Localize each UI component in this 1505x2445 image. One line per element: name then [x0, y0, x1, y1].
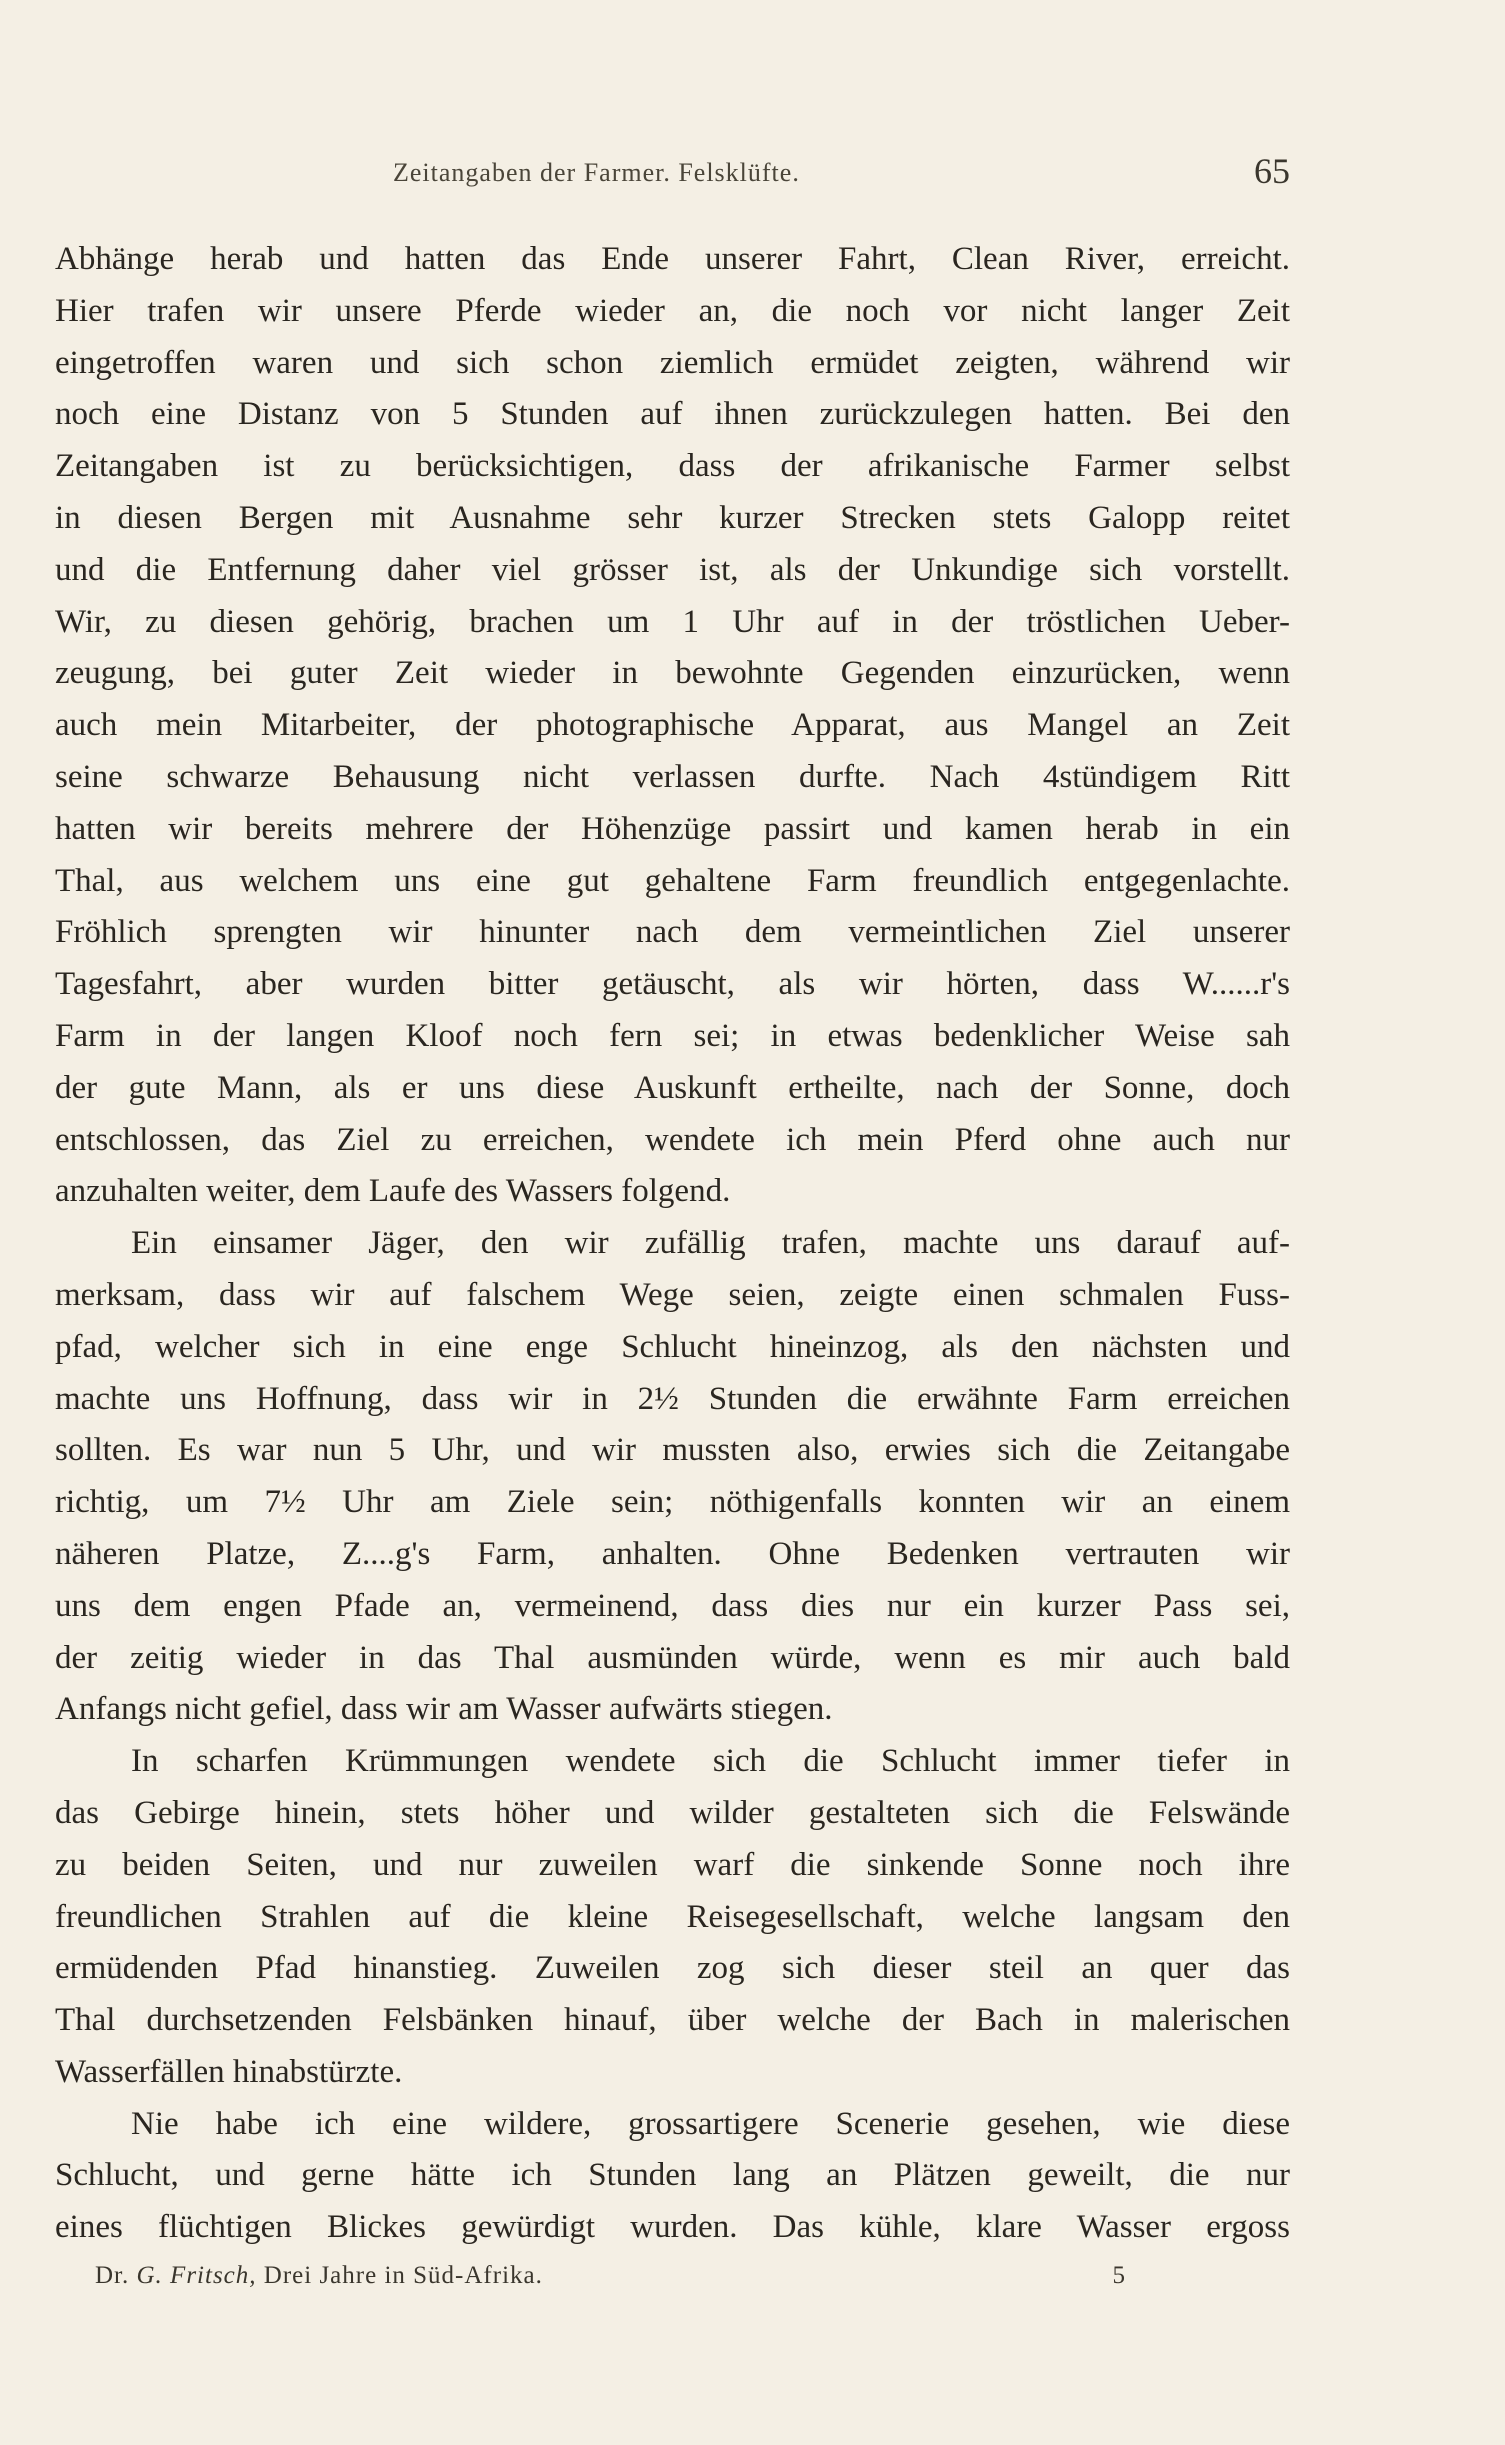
text-line: Anfangs nicht gefiel, dass wir am Wasser aufwärts stiegen. [55, 1691, 833, 1728]
body-text [55, 234, 1290, 2254]
text-line: richtig, um 7½ Uhr am Ziele sein; nöthigenfalls konnten wir an einem [55, 1484, 1290, 1521]
page-header [55, 150, 1290, 200]
text-line: Thal, aus welchem uns eine gut gehaltene Farm freundlich entgegenlachte. [55, 862, 1290, 899]
text-line: machte uns Hoffnung, dass wir in 2½ Stunden die erwähnte Farm erreichen [55, 1380, 1290, 1417]
footer-citation [95, 2262, 543, 2290]
text-line: näheren Platze, Z....g's Farm, anhalten. Ohne Bedenken vertrauten wir [55, 1535, 1290, 1572]
text-line: Schlucht, und gerne hätte ich Stunden lang an Plätzen geweilt, die nur [55, 2157, 1290, 2194]
text-line: und die Entfernung daher viel grösser ist, als der Unkundige sich vorstellt. [55, 551, 1290, 588]
text-line: Tagesfahrt, aber wurden bitter getäuscht, als wir hörten, dass W......r's [55, 966, 1290, 1003]
text-line: zu beiden Seiten, und nur zuweilen warf die sinkende Sonne noch ihre [55, 1846, 1290, 1883]
citation-author: G. Fritsch, [136, 2262, 257, 2289]
text-line: merksam, dass wir auf falschem Wege seien, zeigte einen schmalen Fuss- [55, 1276, 1290, 1313]
text-line: sollten. Es war nun 5 Uhr, und wir mussten also, erwies sich die Zeitangabe [55, 1432, 1290, 1469]
text-line: entschlossen, das Ziel zu erreichen, wendete ich mein Pferd ohne auch nur [55, 1121, 1290, 1158]
citation-title: Drei Jahre in Süd-Afrika. [256, 2262, 543, 2289]
text-line: pfad, welcher sich in eine enge Schlucht hineinzog, als den nächsten und [55, 1328, 1290, 1365]
text-line: Wir, zu diesen gehörig, brachen um 1 Uhr auf in der tröstlichen Ueber- [55, 603, 1290, 640]
text-line: anzuhalten weiter, dem Laufe des Wassers folgend. [55, 1173, 731, 1210]
text-line: eingetroffen waren und sich schon ziemlich ermüdet zeigten, während wir [55, 344, 1290, 381]
text-line: Abhänge herab und hatten das Ende unserer Fahrt, Clean River, erreicht. [55, 241, 1290, 277]
text-line: Ein einsamer Jäger, den wir zufällig trafen, machte uns darauf auf- [131, 1225, 1290, 1262]
text-line: ermüdenden Pfad hinanstieg. Zuweilen zog sich dieser steil an quer das [55, 1950, 1290, 1987]
text-line: Zeitangaben ist zu berücksichtigen, dass der afrikanische Farmer selbst [55, 448, 1290, 485]
text-line: der zeitig wieder in das Thal ausmünden würde, wenn es mir auch bald [55, 1639, 1290, 1676]
text-line: das Gebirge hinein, stets höher und wilder gestalteten sich die Felswände [55, 1794, 1290, 1831]
text-line: eines flüchtigen Blickes gewürdigt wurden. Das kühle, klare Wasser ergoss [55, 2209, 1290, 2246]
text-line: in diesen Bergen mit Ausnahme sehr kurzer Strecken stets Galopp reitet [55, 499, 1290, 536]
running-title: Zeitangaben der Farmer. Felsklüfte. [393, 158, 800, 187]
text-line: Wasserfällen hinabstürzte. [55, 2053, 403, 2090]
page-footer [95, 2262, 1125, 2302]
signature-mark: 5 [1112, 2262, 1125, 2289]
text-line: Hier trafen wir unsere Pferde wieder an, die noch vor nicht langer Zeit [55, 292, 1290, 329]
text-line: In scharfen Krümmungen wendete sich die Schlucht immer tiefer in [131, 1743, 1290, 1780]
citation-prefix: Dr. [95, 2262, 137, 2289]
text-line: uns dem engen Pfade an, vermeinend, dass dies nur ein kurzer Pass sei, [55, 1587, 1290, 1624]
text-line: auch mein Mitarbeiter, der photographische Apparat, aus Mangel an Zeit [55, 707, 1290, 744]
text-line: zeugung, bei guter Zeit wieder in bewohnte Gegenden einzurücken, wenn [55, 655, 1290, 692]
text-line: Fröhlich sprengten wir hinunter nach dem vermeintlichen Ziel unserer [55, 914, 1290, 951]
text-line: seine schwarze Behausung nicht verlassen durfte. Nach 4stündigem Ritt [55, 758, 1290, 795]
text-line: noch eine Distanz von 5 Stunden auf ihnen zurückzulegen hatten. Bei den [55, 396, 1290, 433]
text-line: Thal durchsetzenden Felsbänken hinauf, über welche der Bach in malerischen [55, 2002, 1290, 2039]
text-line: Farm in der langen Kloof noch fern sei; in etwas bedenklicher Weise sah [55, 1017, 1290, 1054]
page-number: 65 [1254, 151, 1290, 191]
text-line: der gute Mann, als er uns diese Auskunft ertheilte, nach der Sonne, doch [55, 1069, 1290, 1106]
text-line: freundlichen Strahlen auf die kleine Reisegesellschaft, welche langsam den [55, 1898, 1290, 1935]
text-line: hatten wir bereits mehrere der Höhenzüge passirt und kamen herab in ein [55, 810, 1290, 847]
text-line: Nie habe ich eine wildere, grossartigere Scenerie gesehen, wie diese [131, 2105, 1290, 2142]
